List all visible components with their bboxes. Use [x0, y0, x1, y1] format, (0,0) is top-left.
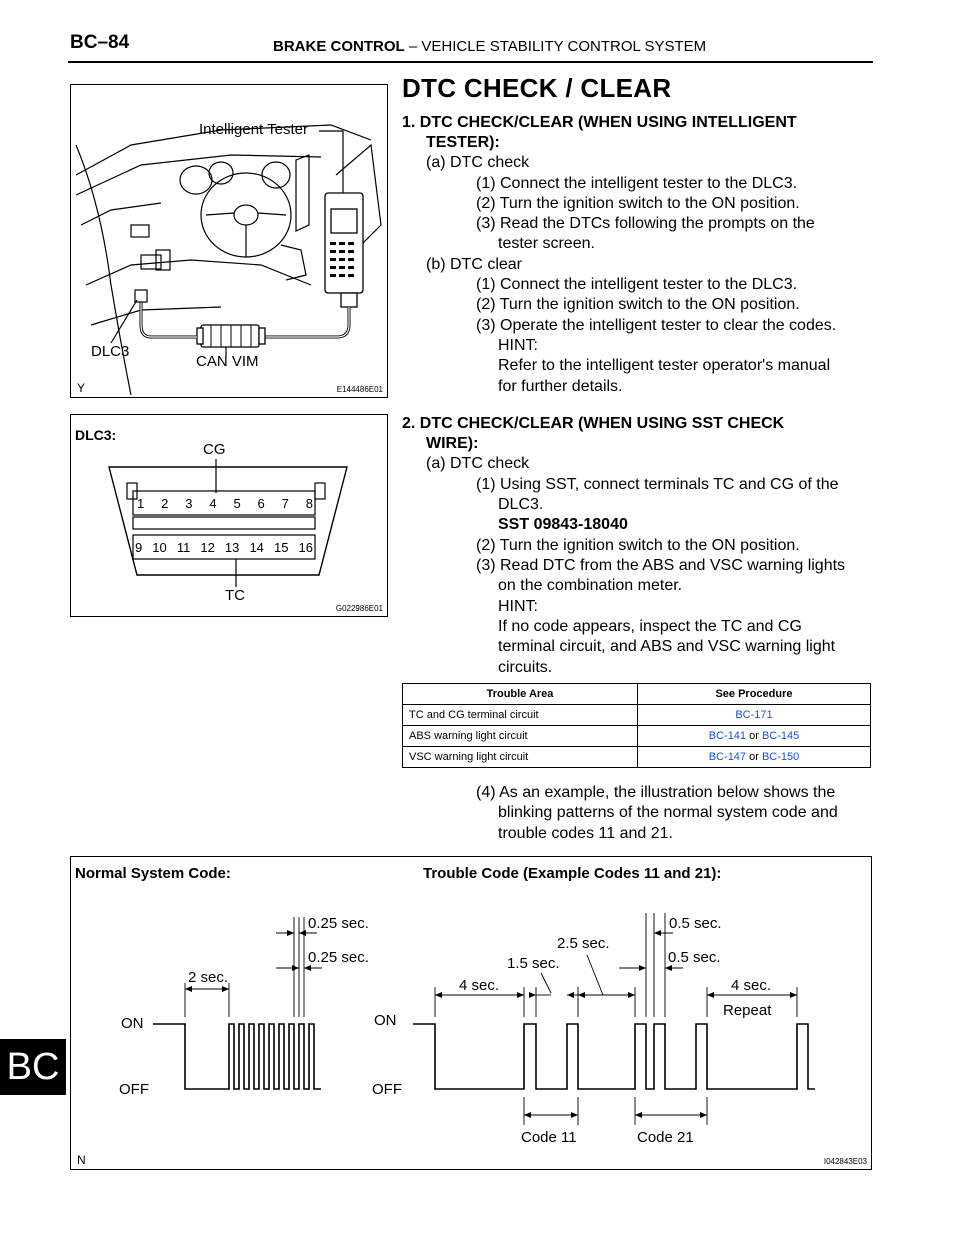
figure-blink-patterns — [70, 856, 872, 1170]
pin-16: 16 — [298, 540, 313, 555]
step1-a3-cont: tester screen. — [498, 235, 595, 252]
table-header: Trouble Area — [403, 684, 638, 705]
table-cell-area: TC and CG terminal circuit — [403, 705, 638, 726]
label-0.5-sec-top: 0.5 sec. — [669, 915, 722, 932]
pin-row-top — [137, 496, 313, 511]
label-off-trouble: OFF — [372, 1081, 402, 1098]
step1-b: (b) DTC clear — [426, 256, 523, 273]
or-text: or — [746, 730, 762, 742]
figure-dlc3 — [70, 414, 388, 617]
label-4-sec-right: 4 sec. — [731, 977, 772, 994]
pin-1: 1 — [137, 496, 145, 511]
procedure-link[interactable]: BC-171 — [735, 709, 773, 721]
procedure-link[interactable]: BC-147 — [708, 751, 747, 763]
step2-heading: 2. DTC CHECK/CLEAR (WHEN USING SST CHECK — [402, 415, 785, 432]
label-0.25-sec-top: 0.25 sec. — [308, 915, 369, 932]
doc-title: DTC CHECK / CLEAR — [402, 73, 672, 103]
procedure-link[interactable]: BC-141 — [708, 730, 747, 742]
label-off-normal: OFF — [119, 1081, 149, 1098]
step1-b3: (3) Operate the intelligent tester to clear the codes. — [476, 317, 837, 334]
step1-heading-cont: TESTER): — [426, 134, 500, 151]
step1-b2: (2) Turn the ignition switch to the ON position. — [476, 296, 800, 313]
label-intelligent-tester: Intelligent Tester — [199, 121, 308, 138]
step1-hint: HINT: — [498, 337, 538, 354]
step2-a1-cont: DLC3. — [498, 496, 544, 513]
label-repeat: Repeat — [723, 1002, 772, 1019]
pin-7: 7 — [281, 496, 289, 511]
label-1.5-sec: 1.5 sec. — [507, 955, 560, 972]
table-row — [403, 726, 871, 747]
step1-a: (a) DTC check — [426, 154, 530, 171]
step2-a4-cont2: trouble codes 11 and 21. — [498, 825, 673, 842]
table-row — [403, 747, 871, 768]
procedure-link[interactable]: BC-150 — [761, 751, 800, 763]
table-header: See Procedure — [638, 684, 871, 705]
pin-5: 5 — [233, 496, 241, 511]
label-2.5-sec: 2.5 sec. — [557, 935, 610, 952]
table-cell-area: VSC warning light circuit — [403, 747, 638, 768]
step2-a1: (1) Using SST, connect terminals TC and CG of the — [476, 476, 839, 493]
subsection-title: VEHICLE STABILITY CONTROL SYSTEM — [421, 38, 707, 55]
pin-2: 2 — [161, 496, 169, 511]
label-on-trouble: ON — [374, 1012, 397, 1029]
label-on-normal: ON — [121, 1015, 144, 1032]
step1-heading: 1. DTC CHECK/CLEAR (WHEN USING INTELLIGENT — [402, 114, 797, 131]
step2-a4-cont1: blinking patterns of the normal system code and — [498, 804, 838, 821]
figure-id: G022986E01 — [335, 604, 383, 613]
trouble-area-table — [402, 683, 871, 768]
table-cell-procedure — [638, 747, 871, 768]
step2-hint-l1: If no code appears, inspect the TC and CG — [498, 618, 802, 635]
page-number: BC–84 — [70, 32, 130, 53]
table-cell-procedure — [638, 726, 871, 747]
step2-sst: SST 09843-18040 — [498, 516, 628, 533]
header-rule — [68, 61, 873, 63]
step2-a2: (2) Turn the ignition switch to the ON position. — [476, 537, 800, 554]
normal-code-title: Normal System Code: — [75, 865, 231, 882]
pin-4: 4 — [209, 496, 217, 511]
step2-a4: (4) As an example, the illustration below shows the — [476, 784, 836, 801]
figure-mark: Y — [77, 381, 86, 395]
pin-6: 6 — [257, 496, 265, 511]
procedure-link[interactable]: BC-145 — [761, 730, 800, 742]
step1-hint-l2: for further details. — [498, 378, 623, 395]
or-text: or — [746, 751, 762, 763]
pin-9: 9 — [135, 540, 143, 555]
table-row — [403, 705, 871, 726]
step1-a3: (3) Read the DTCs following the prompts on the — [476, 215, 815, 232]
table-cell-procedure — [638, 705, 871, 726]
step2-heading-cont: WIRE): — [426, 435, 479, 452]
pin-12: 12 — [200, 540, 215, 555]
label-tc: TC — [225, 587, 245, 604]
step2-a3-cont: on the combination meter. — [498, 577, 683, 594]
pin-11: 11 — [176, 540, 191, 555]
pin-10: 10 — [152, 540, 167, 555]
section-title: BRAKE CONTROL — [273, 38, 405, 55]
pin-14: 14 — [249, 540, 264, 555]
label-4-sec-left: 4 sec. — [459, 977, 500, 994]
step1-hint-l1: Refer to the intelligent tester operator's manual — [498, 357, 831, 374]
label-can-vim: CAN VIM — [196, 353, 259, 370]
label-dlc3: DLC3 — [91, 343, 130, 360]
dlc3-title: DLC3: — [75, 427, 117, 443]
step2-hint-l2: terminal circuit, and ABS and VSC warning light — [498, 638, 836, 655]
label-0.5-sec-bottom: 0.5 sec. — [668, 949, 721, 966]
table-header-row — [403, 684, 871, 705]
label-2-sec: 2 sec. — [188, 969, 229, 986]
figure-mark: N — [77, 1153, 86, 1167]
section-tab: BC — [0, 1039, 66, 1095]
label-cg: CG — [203, 441, 226, 458]
pin-3: 3 — [185, 496, 193, 511]
step1-a1: (1) Connect the intelligent tester to the DLC3. — [476, 175, 798, 192]
step2-a: (a) DTC check — [426, 455, 530, 472]
figure-id: E144486E01 — [336, 385, 383, 394]
step1-a2: (2) Turn the ignition switch to the ON position. — [476, 195, 800, 212]
label-0.25-sec-bottom: 0.25 sec. — [308, 949, 369, 966]
figure-intelligent-tester — [70, 84, 388, 398]
pin-15: 15 — [273, 540, 289, 555]
pin-8: 8 — [305, 496, 313, 511]
header-separator: – — [408, 38, 418, 55]
label-code-21: Code 21 — [637, 1129, 694, 1146]
label-code-11: Code 11 — [521, 1129, 577, 1146]
running-header — [273, 38, 706, 55]
step1-b1: (1) Connect the intelligent tester to the DLC3. — [476, 276, 798, 293]
step2-hint: HINT: — [498, 598, 538, 615]
trouble-code-title: Trouble Code (Example Codes 11 and 21): — [423, 865, 722, 882]
pin-row-bottom — [135, 540, 313, 555]
table-cell-area: ABS warning light circuit — [403, 726, 638, 747]
figure-id: I042843E03 — [823, 1157, 867, 1166]
pin-13: 13 — [224, 540, 240, 555]
step2-hint-l3: circuits. — [498, 659, 553, 676]
step2-a3: (3) Read DTC from the ABS and VSC warning lights — [476, 557, 846, 574]
